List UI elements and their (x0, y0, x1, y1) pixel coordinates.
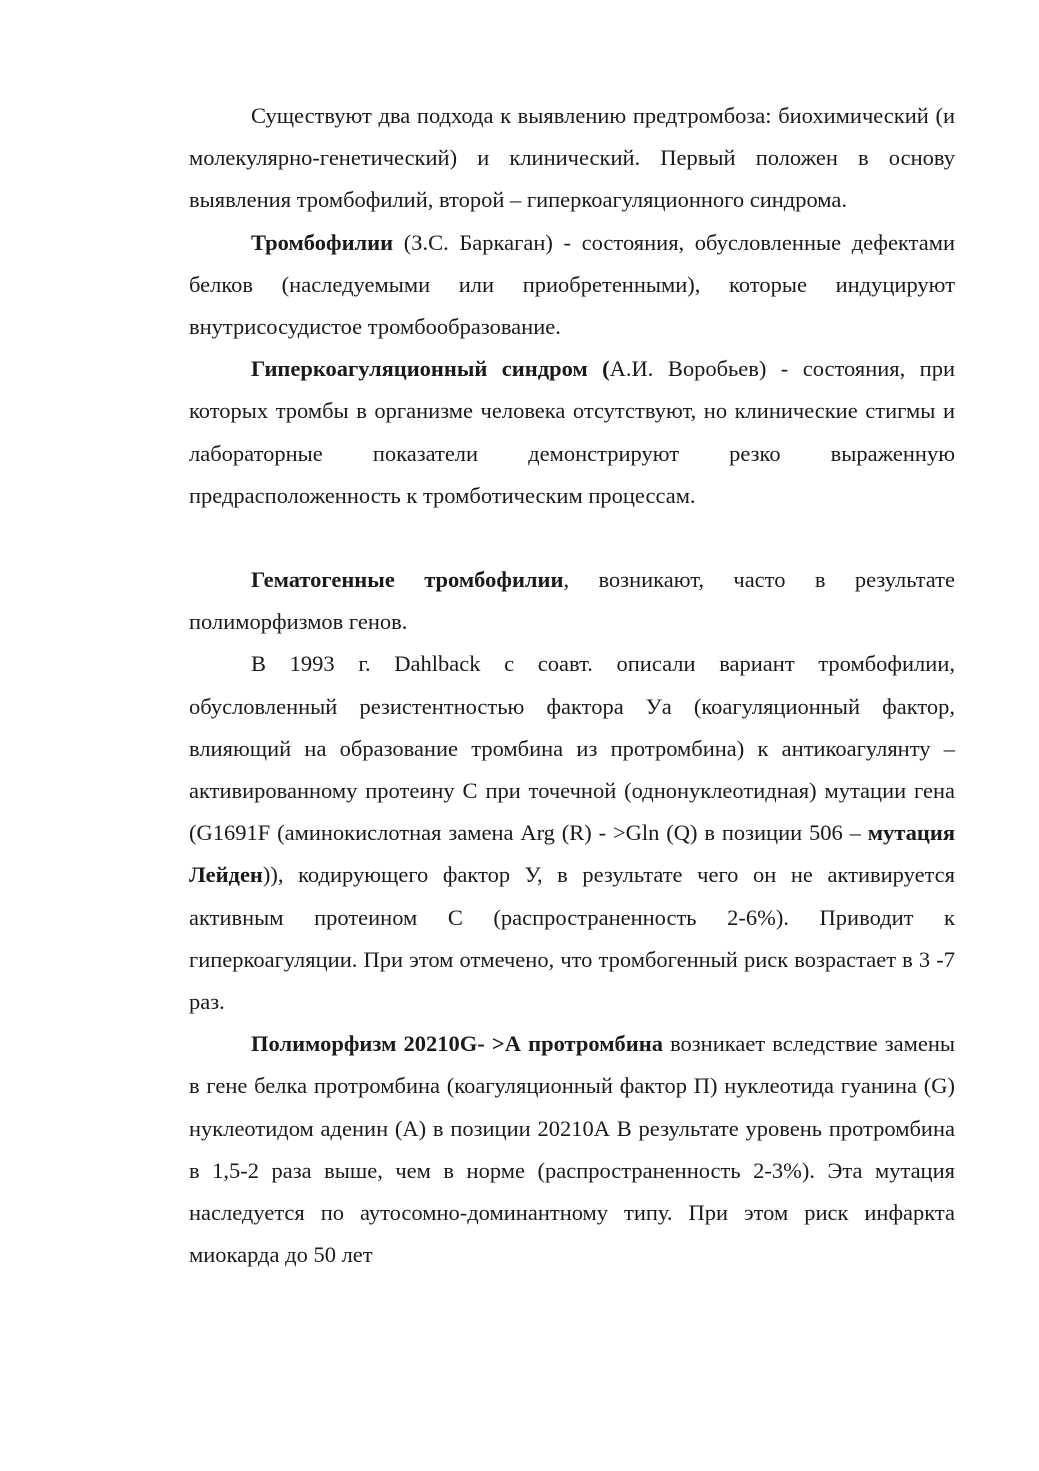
paragraph-text: (З.С. Баркаган) - состояния, обусловленные дефектами белков (наследуемыми или приобретенными), которые индуцируют внутрисосудистое тромбообразование. (189, 229, 955, 340)
term-hypercoagulation-syndrome: Гиперкоагуляционный синдром ( (251, 356, 610, 382)
document-body (189, 95, 955, 1276)
paragraph-approaches (189, 95, 955, 222)
term-hematogenic-thrombophilia: Гематогенные тромбофилии (251, 567, 564, 593)
paragraph-text: Существуют два подхода к выявлению предтромбоза: биохимический (и молекулярно-генетический) и клинический. Первый положен в основу выявления тромбофилий, второй – гиперкоагуляционного синдрома. (189, 103, 955, 213)
term-prothrombin-polymorphism: Полиморфизм 20210G- >А протромбина (251, 1031, 663, 1057)
paragraph-text: В 1993 г. Dahlback с соавт. описали вариант тромбофилии, обусловленный резистентностью фактора Уа (коагуляционный фактор, влияющий на образование тромбина из протромбина) к антикоагулянту – активированному протеину С при точечной (однонуклеотидная) мутации гена (G1691F (аминокислотная замена Arg (R) - >Gln (Q) в позиции 506 – (189, 651, 955, 846)
paragraph-hypercoagulation-syndrome (189, 348, 955, 517)
paragraph-hematogenic-thrombophilia (189, 559, 955, 643)
paragraph-text: )), кодирующего фактор У, в результате чего он не активируется активным протеином С (распространенность 2-6%). Приводит к гиперкоагуляции. При этом отмечено, что тромбогенный риск возрастает в 3 -7 раз. (189, 862, 955, 1015)
paragraph-leiden-mutation (189, 643, 955, 1023)
term-thrombophilia: Тромбофилии (251, 229, 394, 255)
paragraph-text: , возникают, часто в результате полиморфизмов генов. (189, 567, 955, 635)
term-leiden-mutation: мутация Лейден (189, 820, 955, 888)
paragraph-text: А.И. Воробьев) - состояния, при которых тромбы в организме человека отсутствуют, но клинические стигмы и лабораторные показатели демонстрируют резко выраженную предрасположенность к тромботическим процессам. (189, 356, 955, 508)
paragraph-text: возникает вследствие замены в гене белка протромбина (коагуляционный фактор П) нуклеотида гуанина (G) нуклеотидом аденин (А) в позиции 20210А В результате уровень протромбина в 1,5-2 раза выше, чем в норме (распространенность 2-3%). Эта мутация наследуется по аутосомно-доминантному типу. При этом риск инфаркта миокарда до 50 лет (189, 1031, 955, 1268)
paragraph-thrombophilia-definition (189, 222, 955, 349)
paragraph-prothrombin-polymorphism (189, 1023, 955, 1276)
